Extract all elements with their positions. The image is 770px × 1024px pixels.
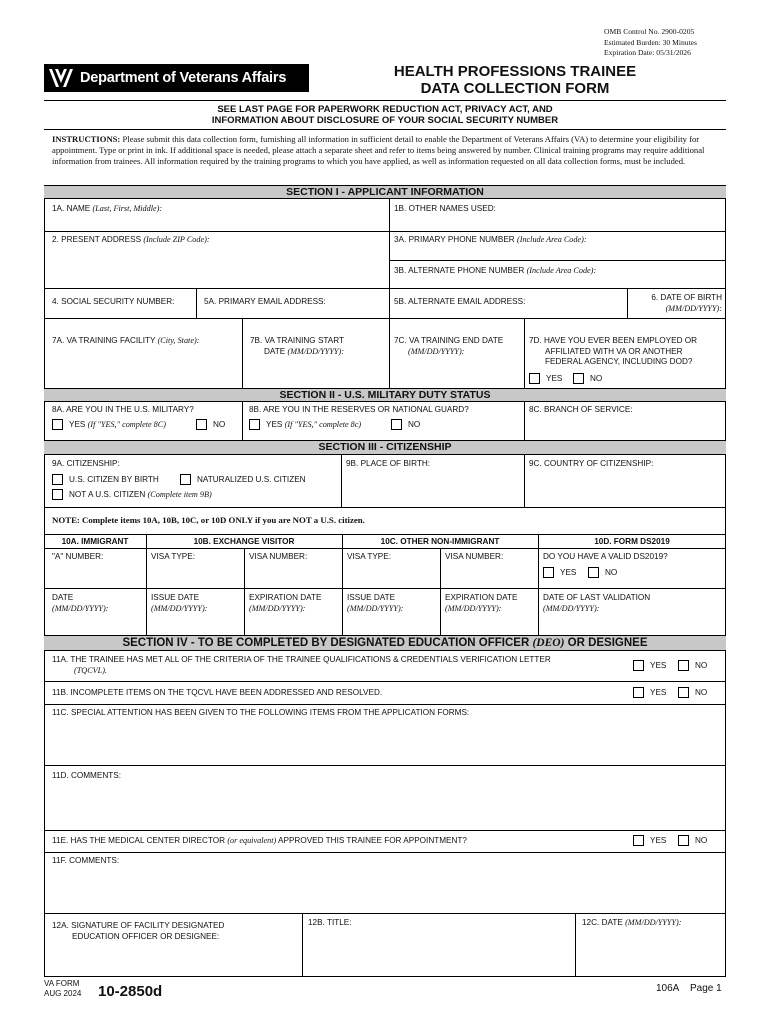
checkbox[interactable] <box>52 419 63 430</box>
non-citizen-note: NOTE: Complete items 10A, 10B, 10C, or 10D ONLY if you are NOT a U.S. citizen. <box>52 515 365 525</box>
field-11b-no[interactable]: NO <box>678 687 707 699</box>
divider <box>44 913 726 914</box>
field-8a-military: 8A. ARE YOU IN THE U.S. MILITARY? <box>52 405 194 414</box>
checkbox[interactable] <box>391 419 402 430</box>
checkbox[interactable] <box>678 687 689 698</box>
field-7d-no[interactable]: NO <box>573 373 602 385</box>
field-10d-validation[interactable]: DATE OF LAST VALIDATION (MM/DD/YYYY): <box>543 593 651 613</box>
divider <box>341 455 342 507</box>
not-citizen-option[interactable]: NOT A U.S. CITIZEN (Complete item 9B) <box>52 489 212 501</box>
field-9b-birthplace[interactable]: 9B. PLACE OF BIRTH: <box>346 459 431 468</box>
field-11f-comments[interactable]: 11F. COMMENTS: <box>52 856 120 865</box>
divider <box>389 260 726 261</box>
divider <box>440 548 441 635</box>
divider <box>302 913 303 976</box>
section-4-header: SECTION IV - TO BE COMPLETED BY DESIGNATED EDUCATION OFFICER (DEO) OR DESIGNEE <box>44 635 726 651</box>
field-10c-visa-type[interactable]: VISA TYPE: <box>347 552 391 561</box>
checkbox[interactable] <box>543 567 554 578</box>
header-10b: 10B. EXCHANGE VISITOR <box>193 537 295 546</box>
field-10b-exp-date[interactable]: EXPIRATION DATE (MM/DD/YYYY): <box>249 593 322 613</box>
field-12a-signature[interactable]: 12A. SIGNATURE OF FACILITY DESIGNATED EDUCATION OFFICER OR DESIGNEE: <box>52 921 225 941</box>
va-seal-icon <box>48 67 74 89</box>
field-12b-title[interactable]: 12B. TITLE: <box>308 918 352 927</box>
form-title: HEALTH PROFESSIONS TRAINEE DATA COLLECTION FORM <box>393 63 637 97</box>
header-10a: 10A. IMMIGRANT <box>61 537 129 546</box>
field-3a-primary-phone[interactable]: 3A. PRIMARY PHONE NUMBER (Include Area Code): <box>394 235 587 244</box>
checkbox[interactable] <box>678 835 689 846</box>
divider <box>44 704 726 705</box>
divider <box>389 199 390 231</box>
disclosure-notice: SEE LAST PAGE FOR PAPERWORK REDUCTION ACT, PRIVACY ACT, AND INFORMATION ABOUT DISCLOSURE OF YOUR SOCIAL SECURITY NUMBER <box>211 104 559 126</box>
field-10c-exp-date[interactable]: EXPIRATION DATE (MM/DD/YYYY): <box>445 593 518 613</box>
va-logo <box>44 64 309 92</box>
divider <box>44 129 726 130</box>
field-11b-yes[interactable]: YES <box>633 687 666 699</box>
field-10d-ds2019: DO YOU HAVE A VALID DS2019? <box>543 552 668 561</box>
field-8a-no[interactable]: NO <box>196 419 225 431</box>
divider <box>44 765 726 766</box>
field-7c-end-date[interactable]: 7C. VA TRAINING END DATE (MM/DD/YYYY): <box>394 336 504 356</box>
field-7b-start-date[interactable]: 7B. VA TRAINING START DATE (MM/DD/YYYY): <box>250 336 345 356</box>
agency-name: Department of Veterans Affairs <box>80 70 287 86</box>
form-border-left <box>44 185 45 976</box>
page-number: Page 1 <box>690 983 722 994</box>
field-11a-no[interactable]: NO <box>678 660 707 672</box>
field-11e-director-approval: 11E. HAS THE MEDICAL CENTER DIRECTOR (or equivalent) APPROVED THIS TRAINEE FOR APPOINTMENT? <box>52 836 467 845</box>
divider <box>575 913 576 976</box>
field-10d-no[interactable]: NO <box>588 567 617 579</box>
divider <box>44 681 726 682</box>
checkbox[interactable] <box>573 373 584 384</box>
field-11e-yes[interactable]: YES <box>633 835 666 847</box>
field-10a-date[interactable]: DATE (MM/DD/YYYY): <box>52 593 109 613</box>
divider <box>524 318 525 388</box>
field-12c-date[interactable]: 12C. DATE (MM/DD/YYYY): <box>582 918 682 927</box>
form-border-right <box>725 185 726 976</box>
field-11b-resolved: 11B. INCOMPLETE ITEMS ON THE TQCVL HAVE BEEN ADDRESSED AND RESOLVED. <box>52 688 383 697</box>
divider <box>538 534 539 635</box>
divider <box>196 288 197 318</box>
field-6-dob[interactable]: 6. DATE OF BIRTH (MM/DD/YYYY): <box>651 293 722 313</box>
header-10c: 10C. OTHER NON-IMMIGRANT <box>380 537 500 546</box>
divider <box>242 318 243 388</box>
divider <box>44 588 726 589</box>
divider <box>244 548 245 635</box>
field-11a-tqcvl: 11A. THE TRAINEE HAS MET ALL OF THE CRITERIA OF THE TRAINEE QUALIFICATIONS & CREDENTIALS VERIFICATION LETTER (TQCVL). <box>52 655 551 675</box>
field-1b-other-names[interactable]: 1B. OTHER NAMES USED: <box>394 204 496 213</box>
field-4-ssn[interactable]: 4. SOCIAL SECURITY NUMBER: <box>52 297 175 306</box>
section-3-header: SECTION III - CITIZENSHIP <box>44 440 726 455</box>
field-10b-visa-number[interactable]: VISA NUMBER: <box>249 552 308 561</box>
field-3b-alternate-phone[interactable]: 3B. ALTERNATE PHONE NUMBER (Include Area Code): <box>394 266 597 275</box>
field-1a-name[interactable]: 1A. NAME (Last, First, Middle): <box>52 204 163 213</box>
field-8b-no[interactable]: NO <box>391 419 420 431</box>
field-7a-facility[interactable]: 7A. VA TRAINING FACILITY (City, State): <box>52 336 200 345</box>
divider <box>44 318 726 319</box>
checkbox[interactable] <box>529 373 540 384</box>
field-8b-reserves: 8B. ARE YOU IN THE RESERVES OR NATIONAL GUARD? <box>249 405 469 414</box>
divider <box>44 288 726 289</box>
divider <box>44 852 726 853</box>
field-8a-yes[interactable]: YES (If "YES," complete 8C) <box>52 419 166 431</box>
field-10c-issue-date[interactable]: ISSUE DATE (MM/DD/YYYY): <box>347 593 404 613</box>
checkbox[interactable] <box>249 419 260 430</box>
divider <box>44 830 726 831</box>
divider <box>389 231 390 318</box>
field-11d-comments[interactable]: 11D. COMMENTS: <box>52 771 121 780</box>
checkbox[interactable] <box>633 835 644 846</box>
field-5b-alternate-email[interactable]: 5B. ALTERNATE EMAIL ADDRESS: <box>394 297 526 306</box>
field-8c-branch[interactable]: 8C. BRANCH OF SERVICE: <box>529 405 633 414</box>
field-10b-issue-date[interactable]: ISSUE DATE (MM/DD/YYYY): <box>151 593 208 613</box>
field-a-number[interactable]: "A" NUMBER: <box>52 552 104 561</box>
divider <box>342 534 343 635</box>
divider <box>524 455 525 507</box>
omb-info: OMB Control No. 2900-0205 Estimated Burden: 30 Minutes Expiration Date: 05/31/2026 <box>604 27 698 57</box>
field-11a-yes[interactable]: YES <box>633 660 666 672</box>
field-10b-visa-type[interactable]: VISA TYPE: <box>151 552 195 561</box>
checkbox[interactable] <box>588 567 599 578</box>
field-10d-yes[interactable]: YES <box>543 567 576 579</box>
field-5a-primary-email[interactable]: 5A. PRIMARY EMAIL ADDRESS: <box>204 297 326 306</box>
citizen-by-birth-option[interactable]: U.S. CITIZEN BY BIRTH <box>52 474 159 486</box>
field-11c-special-attention[interactable]: 11C. SPECIAL ATTENTION HAS BEEN GIVEN TO THE FOLLOWING ITEMS FROM THE APPLICATION FORMS: <box>52 708 470 717</box>
instructions: INSTRUCTIONS: Please submit this data collection form, furnishing all information in sufficient detail to enable the Department of Veterans Affairs (VA) to determine your eligibility for appointment. Type or print in ink. If additional space is needed, please attach a separate sheet and refer to items being answered by number. Clinical training programs may require additional information from trainees. All information required by the training programs to which you have applied, as well as information requested on all data collection forms, must be included. <box>52 134 705 167</box>
divider <box>44 507 726 508</box>
section-2-header: SECTION II - U.S. MILITARY DUTY STATUS <box>44 388 726 402</box>
divider <box>146 534 147 635</box>
form-number: 10-2850d <box>98 983 163 1000</box>
field-7d-yes[interactable]: YES <box>529 373 562 385</box>
checkbox[interactable] <box>633 687 644 698</box>
field-7d-question: 7D. HAVE YOU EVER BEEN EMPLOYED OR AFFILIATED WITH VA OR ANOTHER FEDERAL AGENCY, INCLUDING DOD? <box>529 336 698 366</box>
form-footer-label: VA FORM AUG 2024 <box>44 979 82 998</box>
checkbox[interactable] <box>180 474 191 485</box>
divider <box>242 402 243 440</box>
form-code: 106A <box>656 983 680 994</box>
divider <box>44 231 726 232</box>
field-8b-yes[interactable]: YES (If "YES," complete 8c) <box>249 419 361 431</box>
checkbox[interactable] <box>678 660 689 671</box>
field-2-address[interactable]: 2. PRESENT ADDRESS (Include ZIP Code): <box>52 235 210 244</box>
field-9a-citizenship: 9A. CITIZENSHIP: <box>52 459 120 468</box>
checkbox[interactable] <box>52 474 63 485</box>
header-10d: 10D. FORM DS2019 <box>594 537 670 546</box>
divider <box>389 318 390 388</box>
field-9c-country[interactable]: 9C. COUNTRY OF CITIZENSHIP: <box>529 459 654 468</box>
divider <box>627 288 628 318</box>
field-10c-visa-number[interactable]: VISA NUMBER: <box>445 552 504 561</box>
checkbox[interactable] <box>196 419 207 430</box>
divider <box>524 402 525 440</box>
checkbox[interactable] <box>52 489 63 500</box>
divider <box>44 100 726 101</box>
section-1-header: SECTION I - APPLICANT INFORMATION <box>44 185 726 199</box>
form-border-bottom <box>44 976 726 977</box>
checkbox[interactable] <box>633 660 644 671</box>
naturalized-option[interactable]: NATURALIZED U.S. CITIZEN <box>180 474 306 486</box>
field-11e-no[interactable]: NO <box>678 835 707 847</box>
